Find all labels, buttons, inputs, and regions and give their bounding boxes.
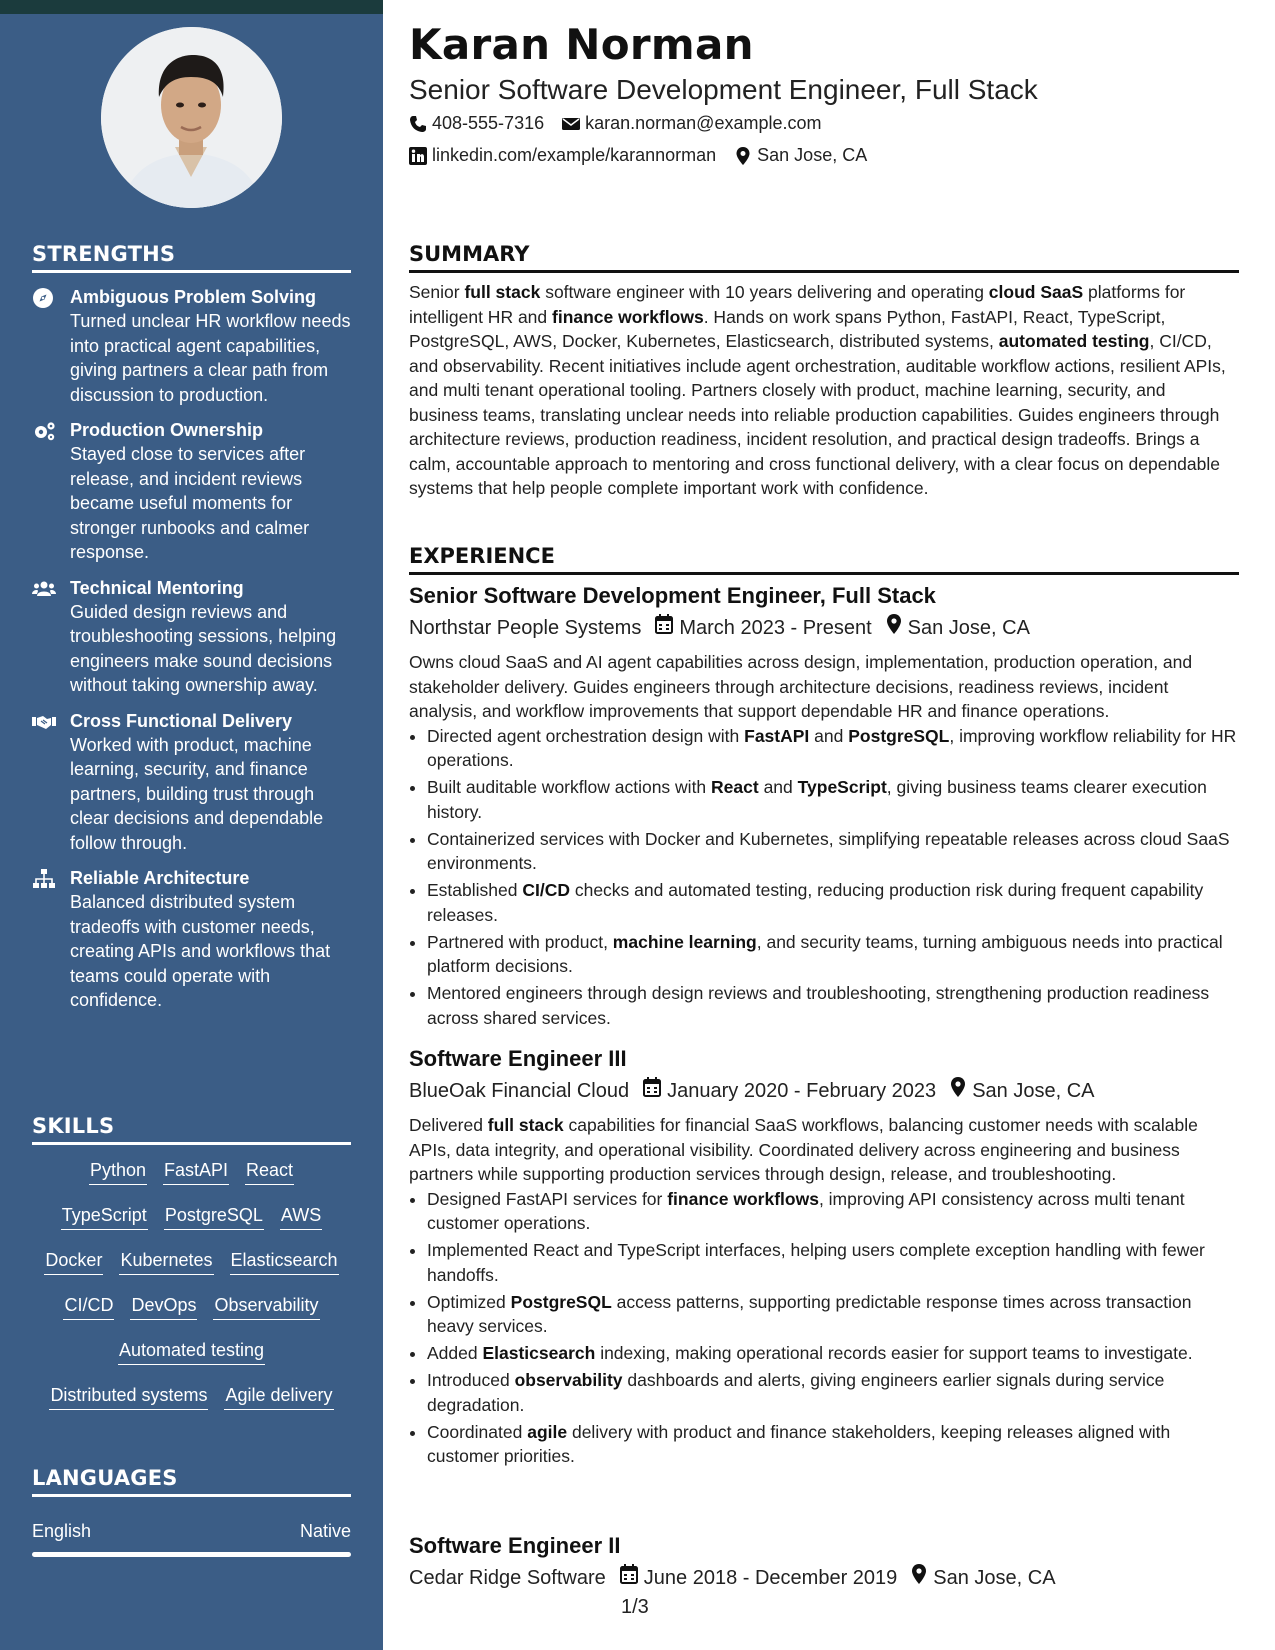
- job-location: [886, 614, 1030, 642]
- job-location: [911, 1564, 1055, 1592]
- job-meta: [409, 1077, 1239, 1105]
- job-bullet: • Directed agent orchestration design with FastAPI and PostgreSQL, improving workflow reliability for HR operations.: [427, 724, 1239, 773]
- phone-text: 408-555-7316: [432, 113, 545, 133]
- job-bullets: [409, 1187, 1239, 1469]
- linkedin-icon: [409, 147, 427, 165]
- job-dates: [620, 1564, 898, 1592]
- skills-heading: SKILLS: [32, 1114, 351, 1145]
- calendar-icon: [643, 1077, 661, 1105]
- job-bullet: • Implemented React and TypeScript interfaces, helping users complete exception handling with fewer handoffs.: [427, 1238, 1239, 1287]
- strength-title: Technical Mentoring: [70, 577, 244, 598]
- job-location-text: San Jose, CA: [933, 1567, 1056, 1589]
- sidebar: [0, 0, 383, 1650]
- contact-location: [734, 145, 867, 166]
- skill-tag: Python: [89, 1159, 147, 1185]
- skill-tag: React: [245, 1159, 294, 1185]
- strength-title: Ambiguous Problem Solving: [70, 287, 317, 307]
- sitemap-icon: [32, 868, 56, 890]
- skill-tag: Distributed systems: [49, 1384, 208, 1410]
- job-bullet: • Partnered with product, machine learning, and security teams, turning ambiguous needs into practical platform decisions.: [427, 930, 1239, 979]
- language-item: [32, 1521, 351, 1542]
- languages-heading: LANGUAGES: [32, 1466, 351, 1497]
- job-bullet: • Introduced observability dashboards and alerts, giving engineers earlier signals during service degradation.: [427, 1368, 1239, 1417]
- skill-tag: TypeScript: [61, 1204, 148, 1230]
- job-entry: [409, 582, 1239, 1033]
- map-pin-icon: [886, 614, 902, 642]
- skill-row: [32, 1339, 351, 1384]
- job-dates-text: January 2020 - February 2023: [667, 1080, 937, 1102]
- job-bullet: • Optimized PostgreSQL access patterns, supporting predictable response times across transaction heavy services.: [427, 1290, 1239, 1339]
- summary-heading: SUMMARY: [409, 242, 1239, 273]
- strengths-heading: STRENGTHS: [32, 242, 351, 273]
- job-bullet: • Added Elasticsearch indexing, making operational records easier for support teams to investigate.: [427, 1341, 1239, 1366]
- handshake-icon: [32, 711, 56, 733]
- users-icon: [32, 578, 56, 600]
- skill-row: [32, 1204, 351, 1249]
- job-bullets: [409, 724, 1239, 1031]
- phone-icon: [409, 115, 427, 133]
- job-bullet: • Built auditable workflow actions with React and TypeScript, giving business teams clearer execution history.: [427, 775, 1239, 824]
- skill-tag: DevOps: [130, 1294, 197, 1320]
- skill-row: [32, 1294, 351, 1339]
- calendar-icon: [655, 614, 673, 642]
- linkedin-text: linkedin.com/example/karannorman: [432, 145, 717, 165]
- strength-title: Cross Functional Delivery: [70, 710, 293, 731]
- skill-tag: Kubernetes: [119, 1249, 213, 1275]
- map-pin-icon: [911, 1564, 927, 1592]
- skill-row: [32, 1249, 351, 1294]
- strength-desc: Stayed close to services after release, and incident reviews became useful moments for stronger runbooks and calmer response.: [70, 444, 310, 562]
- skill-tag: AWS: [280, 1204, 322, 1230]
- language-level: Native: [299, 1521, 351, 1541]
- job-dates-text: March 2023 - Present: [679, 617, 872, 639]
- strength-item: [32, 709, 351, 856]
- strength-desc: Balanced distributed system tradeoffs with customer needs, creating APIs and workflows that teams could operate with confidence.: [70, 892, 331, 1010]
- map-pin-icon: [734, 147, 752, 165]
- job-meta: [409, 1564, 1239, 1592]
- job-description: Owns cloud SaaS and AI agent capabilities across design, implementation, production operation, and stakeholder delivery. Guides engineers through architecture decisions, readiness reviews, incident analysis, and workflow improvements that support dependable HR and finance operations.: [409, 652, 1193, 721]
- strength-item: [32, 866, 351, 1013]
- job-bullet: • Containerized services with Docker and Kubernetes, simplifying repeatable releases across cloud SaaS environments.: [427, 827, 1239, 876]
- page-number: 1/3: [621, 1596, 649, 1618]
- profile-photo: [101, 27, 282, 208]
- contact-phone: [409, 113, 544, 134]
- contact-row: [409, 145, 867, 166]
- job-bullet: • Mentored engineers through design reviews and troubleshooting, strengthening production readiness across shared services.: [427, 981, 1239, 1030]
- skill-tag: FastAPI: [163, 1159, 229, 1185]
- gears-icon: [32, 420, 56, 442]
- strengths-section: [32, 242, 351, 1013]
- skill-row: [32, 1159, 351, 1204]
- job-bullet: • Designed FastAPI services for finance workflows, improving API consistency across multi tenant customer operations.: [427, 1187, 1239, 1236]
- candidate-headline: Senior Software Development Engineer, Full Stack: [409, 74, 1038, 105]
- job-location: [950, 1077, 1094, 1105]
- skill-tag: PostgreSQL: [164, 1204, 264, 1230]
- skill-tag: Docker: [44, 1249, 103, 1275]
- summary-text: Senior full stack software engineer with 10 years delivering and operating cloud SaaS platforms for intelligent HR and finance workflows. Hands on work spans Python, FastAPI, React, TypeScript, PostgreSQL, AWS, Docker, Kubernetes, Elasticsearch, distributed systems, automated testing, CI/CD, and observability. Recent initiatives include agent orchestration, auditable workflow actions, resilient APIs, and multi tenant operational tooling. Partners closely with product, machine learning, security, and business teams, translating unclear needs into reliable production capabilities. Guides engineers through architecture reviews, production readiness, incident resolution, and practical design tradeoffs. Brings a calm, accountable approach to mentoring and cross functional delivery, with a clear focus on dependable systems that help people complete important work with confidence.: [409, 282, 1226, 498]
- job-title: Senior Software Development Engineer, Full Stack: [409, 583, 936, 608]
- location-text: San Jose, CA: [757, 145, 868, 165]
- job-company: Cedar Ridge Software: [409, 1567, 606, 1589]
- job-location-text: San Jose, CA: [907, 617, 1030, 639]
- strength-item: [32, 576, 351, 698]
- languages-section: [32, 1466, 351, 1557]
- contact-email: [562, 113, 821, 134]
- job-entry: [409, 1532, 1239, 1592]
- job-description: Delivered full stack capabilities for financial SaaS workflows, balancing customer needs with scalable APIs, data integrity, and operational visibility. Coordinated delivery across engineering and business partners while supporting production services through design, release, and troubleshooting.: [409, 1115, 1198, 1184]
- job-bullet: • Established CI/CD checks and automated testing, reducing production risk during frequent capability releases.: [427, 878, 1239, 927]
- job-company: Northstar People Systems: [409, 617, 642, 639]
- strength-item: [32, 418, 351, 565]
- job-company: BlueOak Financial Cloud: [409, 1080, 630, 1102]
- job-bullet: • Coordinated agile delivery with product and finance stakeholders, keeping releases aligned with customer priorities.: [427, 1420, 1239, 1469]
- email-text: karan.norman@example.com: [585, 113, 822, 133]
- job-title: Software Engineer II: [409, 1533, 621, 1558]
- sidebar-top-bar: [0, 0, 383, 14]
- compass-icon: [32, 287, 56, 309]
- strength-desc: Turned unclear HR workflow needs into practical agent capabilities, giving partners a clear path from discussion to production.: [70, 311, 351, 405]
- strength-title: Reliable Architecture: [70, 868, 250, 888]
- skill-tag: Elasticsearch: [230, 1249, 339, 1275]
- strength-desc: Worked with product, machine learning, security, and finance partners, building trust through clear decisions and dependable follow through.: [70, 734, 324, 853]
- skills-list: [32, 1159, 351, 1429]
- job-dates: [655, 614, 871, 642]
- job-dates: [643, 1077, 936, 1105]
- skill-tag: Observability: [213, 1294, 319, 1320]
- language-proficiency-bar: [32, 1552, 351, 1557]
- contact-row: [409, 113, 821, 134]
- job-dates-text: June 2018 - December 2019: [643, 1567, 898, 1589]
- skills-section: [32, 1114, 351, 1429]
- map-pin-icon: [950, 1077, 966, 1105]
- envelope-icon: [562, 115, 580, 133]
- candidate-name: Karan Norman: [409, 20, 754, 69]
- strength-item: [32, 285, 351, 407]
- skill-tag: Agile delivery: [224, 1384, 333, 1410]
- calendar-icon: [620, 1564, 638, 1592]
- strength-desc: Guided design reviews and troubleshooting sessions, helping engineers make sound decisions without taking ownership away.: [70, 601, 337, 695]
- skill-row: [32, 1384, 351, 1429]
- job-entry: [409, 1045, 1239, 1471]
- contact-linkedin: [409, 145, 716, 166]
- skill-tag: CI/CD: [63, 1294, 114, 1320]
- language-name: English: [32, 1521, 92, 1541]
- job-meta: [409, 614, 1239, 642]
- job-location-text: San Jose, CA: [972, 1080, 1095, 1102]
- strength-title: Production Ownership: [70, 420, 264, 440]
- experience-heading: EXPERIENCE: [409, 544, 1239, 575]
- skill-tag: Automated testing: [118, 1339, 265, 1365]
- job-title: Software Engineer III: [409, 1046, 627, 1071]
